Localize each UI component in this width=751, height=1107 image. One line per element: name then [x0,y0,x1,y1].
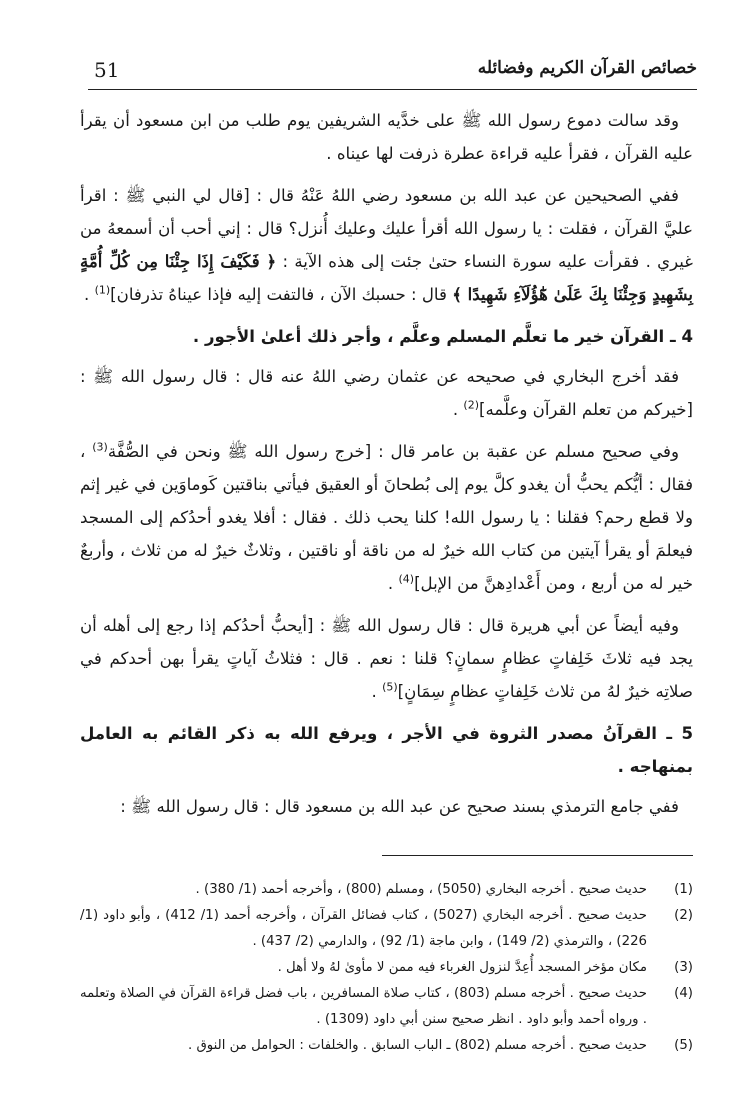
footnote-3 [80,955,693,981]
page-number: 51 [94,58,120,82]
footnote-1 [80,877,693,903]
footnote-text: حديث صحيح . أخرجه مسلم (802) ـ الباب السابق . والخلفات : الحوامل من النوق . [188,1038,647,1053]
footnote-ref-1[interactable]: (1) [94,283,111,297]
footnote-text: حديث صحيح . أخرجه البخاري (5050) ، ومسلم (800) ، وأخرجه أحمد (1/ 380) . [195,882,647,897]
footnote-ref-5[interactable]: (5) [382,680,398,694]
section-heading-4: 4 ـ القرآن خير ما تعلَّم المسلم وعلَّم ، وأجر ذلك أعلىٰ الأجور . [192,327,693,346]
footnote-divider [382,855,693,856]
paragraph-1 [80,104,693,170]
footnote-4 [80,981,693,1033]
paragraph-1-text: وقد سالت دموع رسول الله ﷺ على خدَّيه الشريفين يوم طلب من ابن مسعود أن يقرأ عليه القرآن ، فقرأ عليه قراءة عطرة ذرفت لها عيناه . [80,111,693,163]
paragraph-5: وفيه أيضاً عن أبي هريرة قال : قال رسول الله ﷺ : [أيحبُّ أحدُكم إذا رجع إلى أهله أن يجد فيه ثلاثَ خَلِفاتٍ عظامٍ سمانٍ؟ قلنا : نعم . قال : فثلاثُ آياتٍ يقرأ بهن أحدكم في صلاتِه خيرٌ لهُ من ثلاث خَلِفاتٍ عظامٍ سِمَانٍ]$^{(5)}$ . [80,616,693,701]
running-title: خصائص القرآن الكريم وفضائله [477,58,697,78]
footnote-ref-4[interactable]: (4) [398,572,415,586]
paragraph-3-text: فقد أخرج البخاري في صحيحه عن عثمان رضي اللهُ عنه قال : قال رسول الله ﷺ : [خيركم من تعلم القرآن وعلَّمه] [80,367,693,419]
footnote-ref-2[interactable]: (2) [463,398,479,412]
footnote-number: (2) [674,908,693,923]
footnote-text: مكان مؤخر المسجد أُعِدَّ لنزول الغرباء فيه ممن لا مأوىٰ لهُ ولا أهل . [277,960,647,975]
footnote-number: (5) [674,1038,693,1053]
footnote-number: (1) [674,882,693,897]
footnote-ref-3[interactable]: (3) [92,440,108,454]
paragraph-6-text: ففي جامع الترمذي بسند صحيح عن عبد الله بن مسعود قال : قال رسول الله ﷺ : [120,797,679,816]
running-header [88,58,697,88]
footnote-2 [80,903,693,955]
header-divider [88,89,697,90]
footnote-text: حديث صحيح . أخرجه مسلم (803) ، كتاب صلاة المسافرين ، باب فضل قراءة القرآن في الصلاة وتعلمه . ورواه أحمد وأبو داود . انظر صحيح سنن أبي داود (1309) . [80,986,647,1027]
footnote-number: (4) [674,986,693,1001]
paragraph-2-tail: قال : حسبك الآن ، فالتفت إليه فإذا عيناهُ تذرفان] [110,285,447,304]
paragraph-4-text-b: ، فقال : أيُّكم يحبُّ أن يغدو كلَّ يوم إلى بُطحانَ أو العقيق فيأتي بناقتين كَوماوَين في غير إثم ولا قطع رحم؟ فقلنا : يا رسول الله! كلنا يحب ذلك . فقال : أفلا يغدو أحدُكم إلى المسجد فيعلمَ أو يقرأ آيتين من كتاب الله خيرٌ له من ناقة أو ناقتين ، وثلاثٌ خيرٌ له من ثلاث ، وأربعٌ خير له من أربع ، ومن أَعْدادِهنَّ من الإبل] [80,442,693,593]
paragraph-4: وفي صحيح مسلم عن عقبة بن عامر قال : [خرج رسول الله ﷺ ونحن في الصُّفَّة$^{(3)}$ ، فقال : أيُّكم يحبُّ أن يغدو كلَّ يوم إلى بُطحانَ أو العقيق فيأتي بناقتين كَوماوَين في غير إثم ولا قطع رحم؟ فقلنا : يا رسول الله! كلنا يحب ذلك . فقال : أفلا يغدو أحدُكم إلى المسجد فيعلمَ أو يقرأ آيتين من كتاب الله خيرٌ له من ناقة أو ناقتين ، وثلاثٌ خيرٌ له من ثلاث ، وأربعٌ خير له من أربع ، ومن أَعْدادِهنَّ من الإبل]$^{(4)}$ . [80,440,693,593]
footnote-5 [80,1033,693,1059]
footnote-text: حديث صحيح . أخرجه البخاري (5027) ، كتاب فضائل القرآن ، وأخرجه أحمد (1/ 412) ، وأبو داود (1/ 226) ، والترمذي (2/ 149) ، وابن ماجة (1/ 92) ، والدارمي (2/ 437) . [80,908,647,949]
paragraph-2: ففي الصحيحين عن عبد الله بن مسعود رضي اللهُ عَنْهُ قال : [قال لي النبي ﷺ : اقرأ عليَّ القرآن ، فقلت : يا رسول الله أقرأ عليك وعليك أُنزل؟ قال : إني أحب أن أسمعهُ من غيري . فقرأت عليه سورة النساء حتىٰ جئت إلى هذه الآية : ﴿ فَكَيْفَ إِذَا جِئْنَا مِن كُلِّ أُمَّةٍ بِشَهِيدٍ وَجِئْنَا بِكَ عَلَىٰ هَٰٓؤُلَآءِ شَهِيدًا ﴾ قال : حسبك الآن ، فالتفت إليه فإذا عيناهُ تذرفان]$^{(1)}$ . [80,186,693,304]
section-heading-5: 5 ـ القرآنُ مصدر الثروة في الأجر ، ويرفع الله به ذكر القائم به العامل بمنهاجه . [80,724,693,776]
paragraph-5-text: وفيه أيضاً عن أبي هريرة قال : قال رسول الله ﷺ : [أيحبُّ أحدُكم إذا رجع إلى أهله أن يجد فيه ثلاثَ خَلِفاتٍ عظامٍ سمانٍ؟ قلنا : نعم . قال : فثلاثُ آياتٍ يقرأ بهن أحدكم في صلاتِه خيرٌ لهُ من ثلاث خَلِفاتٍ عظامٍ سِمَانٍ] [80,616,693,701]
footnote-number: (3) [674,960,693,975]
paragraph-3: فقد أخرج البخاري في صحيحه عن عثمان رضي اللهُ عنه قال : قال رسول الله ﷺ : [خيركم من تعلم القرآن وعلَّمه]$^{(2)}$ . [80,367,693,419]
paragraph-6 [80,790,693,823]
quran-verse: ﴿ فَكَيْفَ إِذَا جِئْنَا مِن كُلِّ أُمَّةٍ بِشَهِيدٍ وَجِئْنَا بِكَ عَلَىٰ هَٰٓؤُلَآءِ شَهِيدًا ﴾ [80,251,693,304]
paragraph-4-text-a: وفي صحيح مسلم عن عقبة بن عامر قال : [خرج رسول الله ﷺ ونحن في الصُّفَّة [107,442,680,461]
paragraph-2-lead: ففي الصحيحين عن عبد الله بن مسعود رضي اللهُ عَنْهُ قال : [قال لي النبي ﷺ : اقرأ عليَّ القرآن ، فقلت : يا رسول الله أقرأ عليك وعليك أُنزل؟ قال : إني أحب أن أسمعهُ من غيري . فقرأت عليه سورة النساء حتىٰ جئت إلى هذه الآية : [80,186,693,271]
main-text [80,104,693,829]
footnotes [80,877,693,1059]
